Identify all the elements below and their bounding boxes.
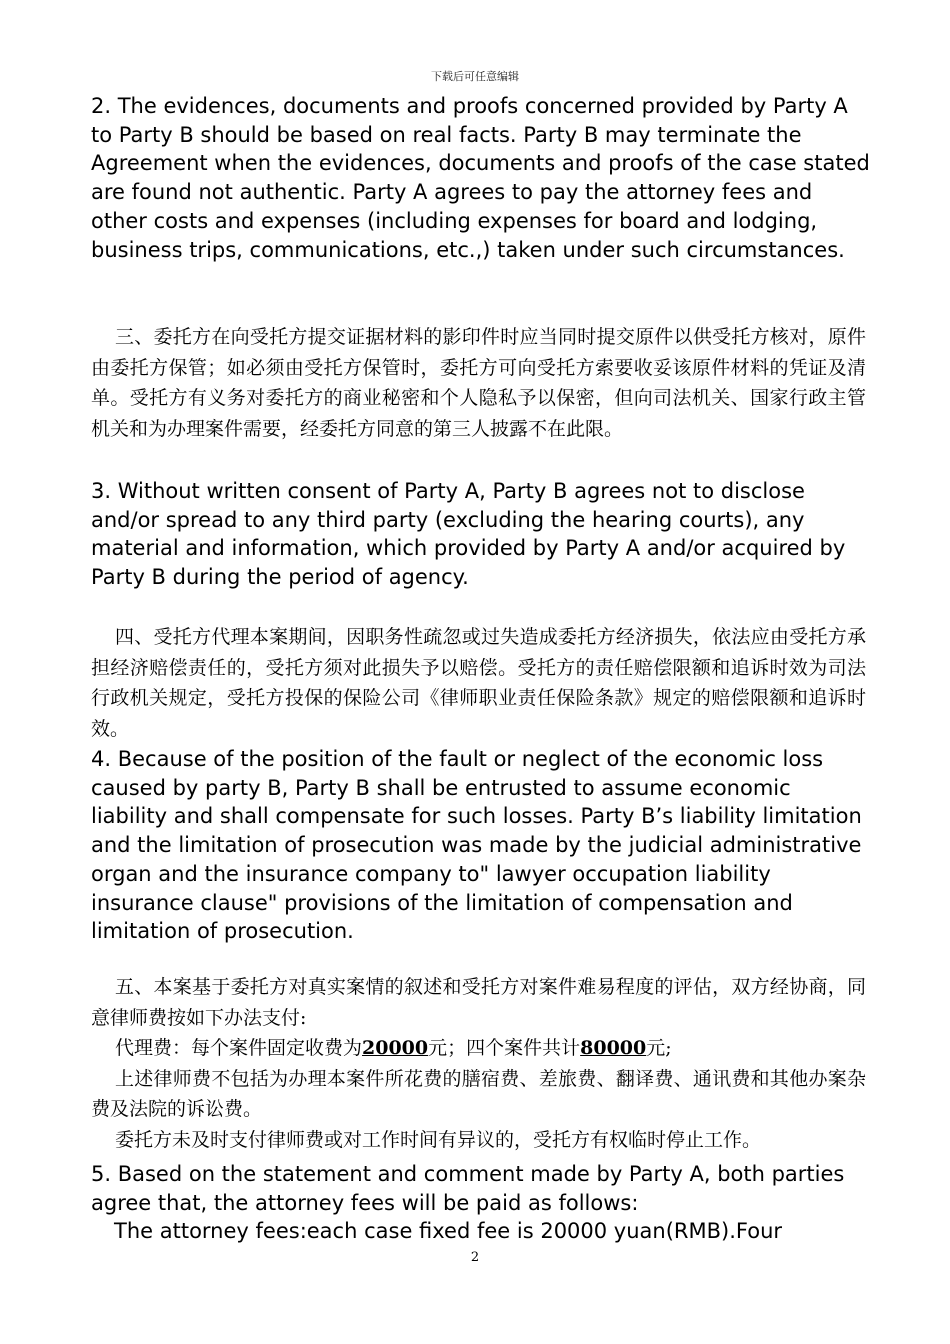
clause-3-chinese-text: 三、委托方在向受托方提交证据材料的影印件时应当同时提交原件以供受托方核对，原件由委托方保管；如必须由受托方保管时，委托方可向受托方索要收妥该原件材料的凭证及清单。受托方有义务对委托方的商业秘密和个人隐私予以保密，但向司法机关、国家行政主管机关和为办理案件需要，经委托方同意的第三人披露不在此限。 xyxy=(91,326,866,440)
fee-mid-text: 元；四个案件共计 xyxy=(428,1037,581,1059)
clause-5-intro: 五、本案基于委托方对真实案情的叙述和受托方对案件难易程度的评估，双方经协商，同意律师费按如下办法支付: xyxy=(91,976,866,1029)
clause-5-chinese xyxy=(91,972,866,1155)
clause-5-stop-work: 委托方未及时支付律师费或对工作时间有异议的，受托方有权临时停止工作。 xyxy=(115,1128,762,1151)
clause-2-english: 2. The evidences, documents and proofs concerned provided by Party A to Party B should be based on real facts. Party B may terminate the Agreement when the evidences, documents and proofs of the case stated are found not authentic. Party A agrees to pay the attorney fees and other costs and expenses (including expenses for board and lodging, business trips, communications, etc.,) taken under such circumstances. xyxy=(91,94,870,262)
fee-label: 代理费：每个案件固定收费为 xyxy=(115,1037,363,1059)
fee-end-text: 元; xyxy=(646,1037,672,1059)
clause-4-english: 4. Because of the position of the fault or neglect of the economic loss caused by party B, Party B shall be entrusted to assume economic liability and shall compensate for such losses. Party B’s liability limitation and the limitation of prosecution was made by the judicial administrative organ and the insurance company to" lawyer occupation liability insurance clause" provisions of the limitation of compensation and limitation of prosecution. xyxy=(91,747,862,944)
clause-3-english: 3. Without written consent of Party A, Party B agrees not to disclose and/or spread to any third party (excluding the hearing courts), any material and information, which provided by Party A and/or acquired by Party B during the period of agency. xyxy=(91,479,846,590)
page-number: 2 xyxy=(470,1250,480,1265)
page-header: 下载后可任意编辑 xyxy=(431,70,519,83)
clause-5-fee-line xyxy=(91,1033,866,1064)
clause-4-chinese xyxy=(91,622,866,744)
clause-3-chinese xyxy=(91,322,866,444)
clause-5-english: 5. Based on the statement and comment made by Party A, both parties agree that, the attorney fees will be paid as follows: xyxy=(91,1162,845,1215)
clause-5-english-fee-line: The attorney fees:each case fixed fee is 20000 yuan(RMB).Four xyxy=(114,1219,783,1243)
fee-amount-total: 80000 xyxy=(580,1037,647,1059)
fee-amount-per-case: 20000 xyxy=(362,1037,429,1059)
clause-5-exclusions: 上述律师费不包括为办理本案件所花费的膳宿费、差旅费、翻译费、通讯费和其他办案杂费及法院的诉讼费。 xyxy=(91,1067,866,1120)
clause-4-chinese-text: 四、受托方代理本案期间，因职务性疏忽或过失造成委托方经济损失，依法应由受托方承担经济赔偿责任的，受托方须对此损失予以赔偿。受托方的责任赔偿限额和追诉时效为司法行政机关规定，受托方投保的保险公司《律师职业责任保险条款》规定的赔偿限额和追诉时效。 xyxy=(91,626,866,740)
